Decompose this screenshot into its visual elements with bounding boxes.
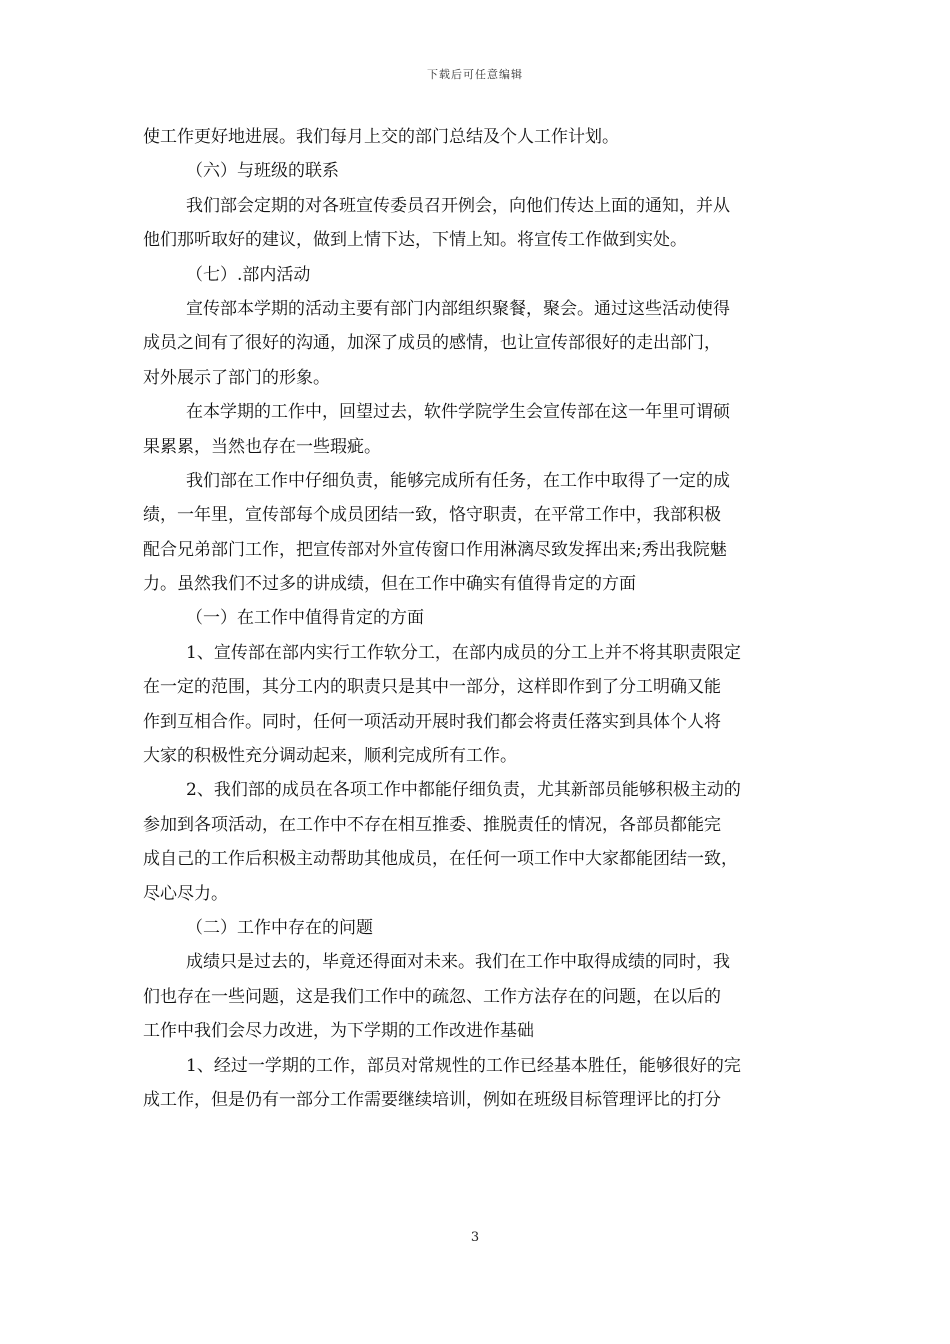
text-line: 他们那听取好的建议，做到上情下达，下情上知。将宣传工作做到实处。 <box>143 230 687 251</box>
text-line: 1、经过一学期的工作，部员对常规性的工作已经基本胜任，能够很好的完 <box>186 1055 741 1076</box>
text-line: 在本学期的工作中，回望过去，软件学院学生会宣传部在这一年里可谓硕 <box>186 402 730 423</box>
text-line: 绩，一年里，宣传部每个成员团结一致，恪守职责，在平常工作中，我部积极 <box>143 505 721 526</box>
text-line: 果累累，当然也存在一些瑕疵。 <box>143 436 381 457</box>
page-number: 3 <box>470 1230 480 1245</box>
text-line: （七）.部内活动 <box>186 264 311 285</box>
text-line: 工作中我们会尽力改进，为下学期的工作改进作基础 <box>143 1021 534 1042</box>
text-line: 我们部会定期的对各班宣传委员召开例会，向他们传达上面的通知，并从 <box>186 195 730 216</box>
text-line: （六）与班级的联系 <box>186 161 339 182</box>
page-header: 下载后可任意编辑 <box>427 68 523 81</box>
text-line: 作到互相合作。同时，任何一项活动开展时我们都会将责任落实到具体个人将 <box>143 711 721 732</box>
text-line: （二）工作中存在的问题 <box>186 917 373 938</box>
text-line: 2、我们部的成员在各项工作中都能仔细负责，尤其新部员能够积极主动的 <box>186 780 741 801</box>
text-line: 参加到各项活动，在工作中不存在相互推委、推脱责任的情况，各部员都能完 <box>143 814 721 835</box>
text-line: 对外展示了部门的形象。 <box>143 367 330 388</box>
text-line: 我们部在工作中仔细负责，能够完成所有任务，在工作中取得了一定的成 <box>186 470 730 491</box>
text-line: 尽心尽力。 <box>143 883 228 904</box>
text-line: 成自己的工作后积极主动帮助其他成员，在任何一项工作中大家都能团结一致， <box>143 849 738 870</box>
text-line: 宣传部本学期的活动主要有部门内部组织聚餐，聚会。通过这些活动使得 <box>186 298 730 319</box>
text-line: 成员之间有了很好的沟通，加深了成员的感情，也让宣传部很好的走出部门， <box>143 333 721 354</box>
text-line: 在一定的范围，其分工内的职责只是其中一部分，这样即作到了分工明确又能 <box>143 677 721 698</box>
document-body <box>143 120 818 1117</box>
text-line: 成绩只是过去的，毕竟还得面对未来。我们在工作中取得成绩的同时，我 <box>186 952 730 973</box>
text-line: 大家的积极性充分调动起来，顺利完成所有工作。 <box>143 746 517 767</box>
text-line: 配合兄弟部门工作，把宣传部对外宣传窗口作用淋漓尽致发挥出来;秀出我院魅 <box>143 539 727 560</box>
text-line: 力。虽然我们不过多的讲成绩，但在工作中确实有值得肯定的方面 <box>143 574 636 595</box>
text-line: 1、宣传部在部内实行工作软分工，在部内成员的分工上并不将其职责限定 <box>186 642 741 663</box>
text-line: 成工作，但是仍有一部分工作需要继续培训，例如在班级目标管理评比的打分 <box>143 1089 721 1110</box>
text-line: （一）在工作中值得肯定的方面 <box>186 608 424 629</box>
text-line: 们也存在一些问题，这是我们工作中的疏忽、工作方法存在的问题，在以后的 <box>143 986 721 1007</box>
text-line: 使工作更好地进展。我们每月上交的部门总结及个人工作计划。 <box>143 127 619 147</box>
